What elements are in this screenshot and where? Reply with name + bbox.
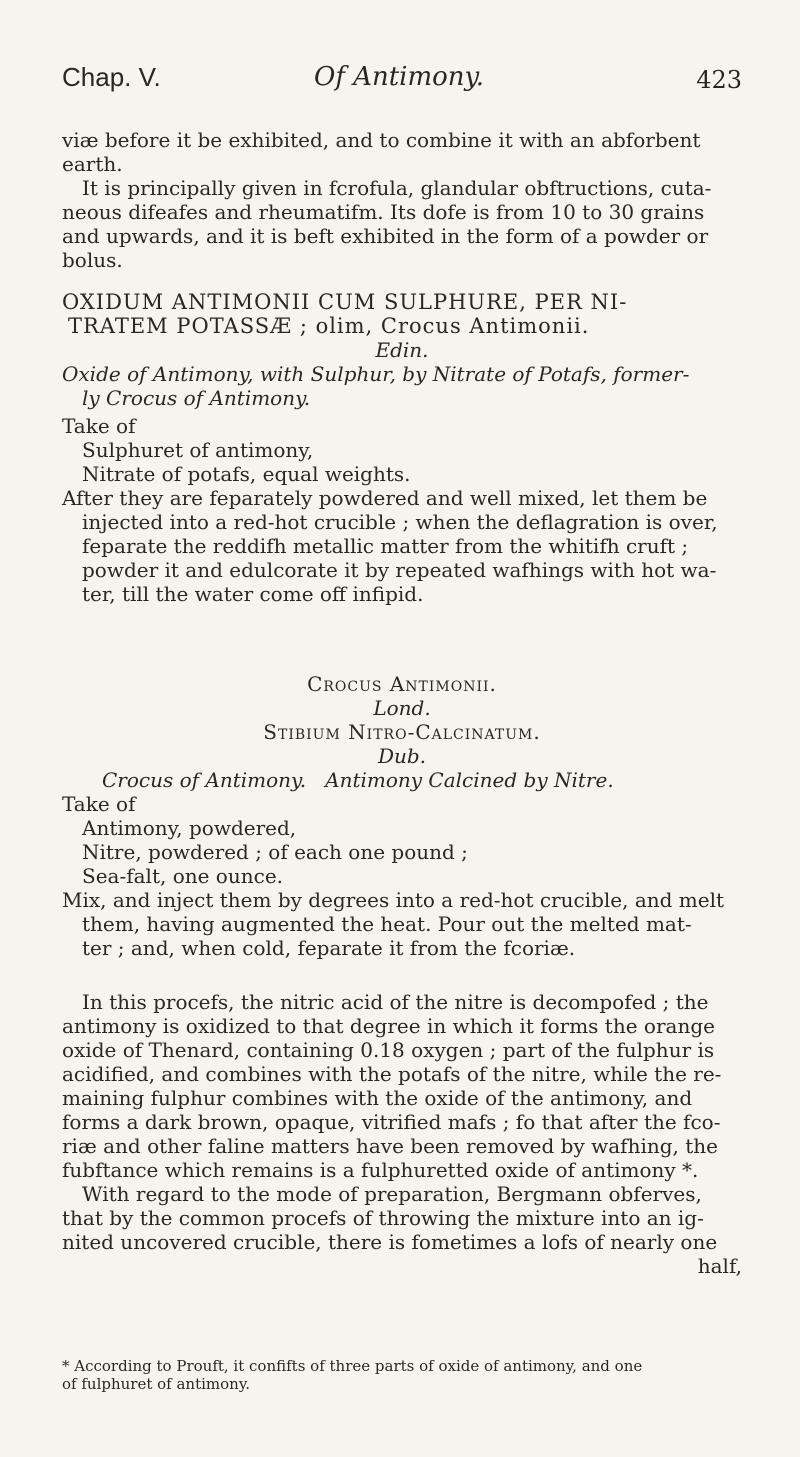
take-of: Take of bbox=[62, 792, 136, 816]
text-line: and upwards, and it is beft exhibited in the form of a powder or bbox=[62, 224, 709, 248]
ingredient: Nitre, powdered ; of each one pound ; bbox=[82, 840, 468, 864]
pharmacopoeia-label: Lond. bbox=[373, 696, 431, 720]
page-number: 423 bbox=[696, 66, 742, 94]
ingredient: Sulphuret of antimony, bbox=[82, 438, 314, 462]
section-heading: Stibium Nitro-Calcinatum. bbox=[263, 720, 541, 744]
text-line: viæ before it be exhibited, and to combine it with an abforbent bbox=[62, 128, 701, 152]
text-line: fubftance which remains is a fulphuretted oxide of antimony *. bbox=[62, 1158, 699, 1182]
direction-line: ter ; and, when cold, feparate it from the fcoriæ. bbox=[82, 936, 576, 960]
footnote bbox=[62, 1357, 742, 1393]
footnote-line: * According to Prouft, it confifts of three parts of oxide of antimony, and one bbox=[62, 1357, 643, 1375]
chapter-label: Chap. V. bbox=[62, 62, 161, 92]
ingredient: Antimony, powdered, bbox=[82, 816, 297, 840]
running-title: Of Antimony. bbox=[314, 62, 485, 92]
crocus-section bbox=[62, 672, 742, 960]
pharmacopoeia-label: Dub. bbox=[377, 744, 427, 768]
text-line: neous difeafes and rheumatifm. Its dofe is from 10 to 30 grains bbox=[62, 200, 705, 224]
running-head bbox=[62, 62, 742, 102]
text-line: forms a dark brown, opaque, vitrified mafs ; fo that after the fco- bbox=[62, 1110, 721, 1134]
ingredient: Nitrate of potafs, equal weights. bbox=[82, 462, 411, 486]
catchword: half, bbox=[697, 1254, 742, 1278]
text-line: maining fulphur combines with the oxide of the antimony, and bbox=[62, 1086, 693, 1110]
direction-line: After they are feparately powdered and well mixed, let them be bbox=[62, 486, 708, 510]
text-line: acidified, and combines with the potafs of the nitre, while the re- bbox=[62, 1062, 722, 1086]
text-line: In this procefs, the nitric acid of the nitre is decompofed ; the bbox=[82, 990, 709, 1014]
text-line: oxide of Thenard, containing 0.18 oxygen ; part of the fulphur is bbox=[62, 1038, 715, 1062]
text-line: riæ and other faline matters have been removed by wafhing, the bbox=[62, 1134, 719, 1158]
footnote-line: of fulphuret of antimony. bbox=[62, 1375, 251, 1393]
ingredient: Sea-falt, one ounce. bbox=[82, 864, 284, 888]
direction-line: Mix, and inject them by degrees into a red-hot crucible, and melt bbox=[62, 888, 725, 912]
text-line: It is principally given in fcrofula, glandular obftructions, cuta- bbox=[82, 176, 712, 200]
text-line: earth. bbox=[62, 152, 123, 176]
text-line: bolus. bbox=[62, 248, 123, 272]
direction-line: ter, till the water come off infipid. bbox=[82, 582, 424, 606]
section-heading: TRATEM POTASSÆ ; olim, Crocus Antimonii. bbox=[68, 314, 590, 338]
direction-line: injected into a red-hot crucible ; when the deflagration is over, bbox=[82, 510, 718, 534]
section-heading: OXIDUM ANTIMONII CUM SULPHURE, PER NI- bbox=[62, 290, 628, 314]
take-of: Take of bbox=[62, 414, 136, 438]
english-name: Crocus of Antimony. Antimony Calcined by Nitre. bbox=[102, 768, 614, 792]
text-line: With regard to the mode of preparation, Bergmann obferves, bbox=[82, 1182, 702, 1206]
text-line: that by the common procefs of throwing the mixture into an ig- bbox=[62, 1206, 704, 1230]
english-name: Oxide of Antimony, with Sulphur, by Nitrate of Potafs, former- bbox=[62, 362, 690, 386]
english-name: ly Crocus of Antimony. bbox=[82, 386, 311, 410]
section-heading: Crocus Antimonii. bbox=[307, 672, 497, 696]
pharmacopoeia-label: Edin. bbox=[375, 338, 429, 362]
direction-line: them, having augmented the heat. Pour out the melted mat- bbox=[82, 912, 692, 936]
direction-line: powder it and edulcorate it by repeated wafhings with hot wa- bbox=[82, 558, 717, 582]
process-paragraph bbox=[62, 990, 742, 1278]
text-line: nited uncovered crucible, there is fometimes a lofs of nearly one bbox=[62, 1230, 718, 1254]
oxide-section bbox=[62, 290, 742, 606]
text-line: antimony is oxidized to that degree in which it forms the orange bbox=[62, 1014, 715, 1038]
direction-line: feparate the reddifh metallic matter from the whitifh cruft ; bbox=[82, 534, 689, 558]
main-text bbox=[62, 128, 742, 272]
